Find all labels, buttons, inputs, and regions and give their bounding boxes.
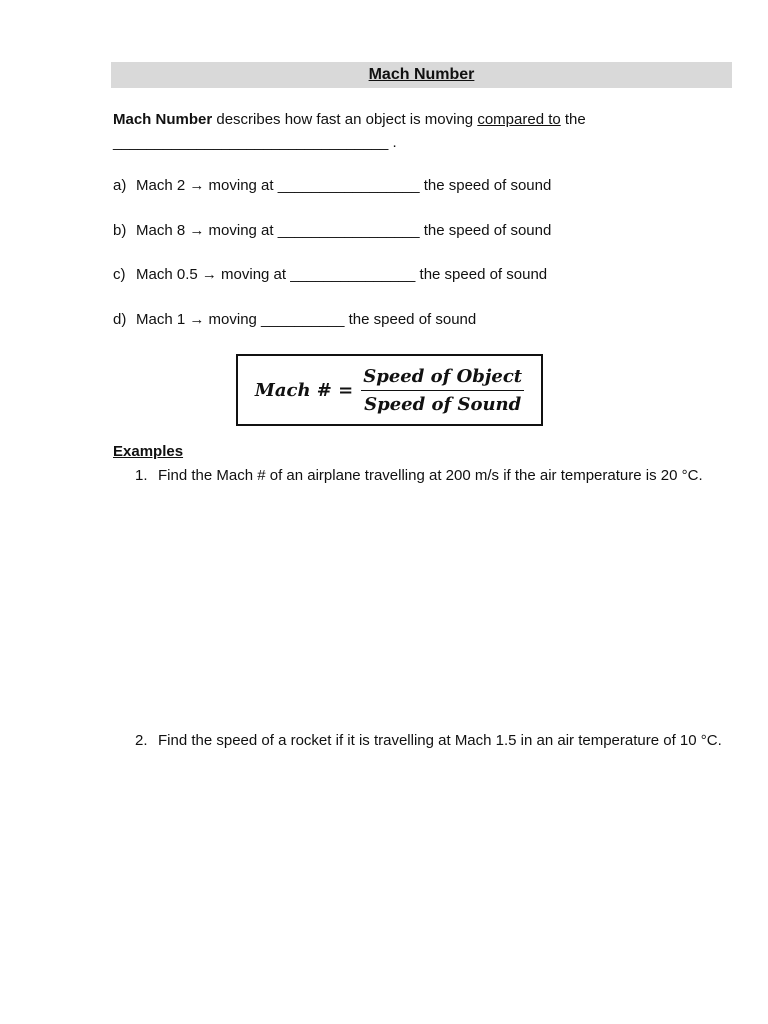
list-marker: a) <box>113 177 127 194</box>
title-bar <box>111 62 732 88</box>
list-marker: c) <box>113 266 126 283</box>
list-item <box>113 311 476 328</box>
list-text: Mach 0.5 → moving at _______________ the speed of sound <box>136 266 548 283</box>
example-number: 1. <box>135 467 148 484</box>
list-text: Mach 1 → moving __________ the speed of sound <box>136 311 477 328</box>
example-text: Find the speed of a rocket if it is travelling at Mach 1.5 in an air temperature of 10 °C. <box>158 732 722 749</box>
list-item <box>113 222 551 239</box>
formula-box <box>236 354 543 426</box>
list-text: Mach 8 → moving at _________________ the speed of sound <box>136 222 552 239</box>
formula-denominator: Speed of Sound <box>364 393 522 415</box>
formula-lhs: Mach # = <box>254 379 354 401</box>
formula-numerator: Speed of Object <box>361 366 524 391</box>
intro-blank-line: _________________________________ . <box>113 134 397 151</box>
list-item <box>113 177 551 194</box>
intro-line <box>113 111 586 128</box>
page-title: Mach Number <box>368 66 475 83</box>
list-marker: b) <box>113 222 127 239</box>
list-item <box>113 266 547 283</box>
formula-fraction <box>361 366 524 415</box>
example-text: Find the Mach # of an airplane travelling at 200 m/s if the air temperature is 20 °C. <box>158 467 703 484</box>
intro-text-before: describes how fast an object is moving <box>212 111 478 128</box>
examples-heading: Examples <box>113 443 184 460</box>
intro-underlined: compared to <box>477 111 561 128</box>
list-marker: d) <box>113 311 127 328</box>
example-item <box>135 729 725 752</box>
example-item <box>135 464 725 487</box>
list-text: Mach 2 → moving at _________________ the speed of sound <box>136 177 552 194</box>
intro-term: Mach Number <box>113 111 213 128</box>
intro-text-after: the <box>560 111 586 128</box>
example-number: 2. <box>135 732 148 749</box>
